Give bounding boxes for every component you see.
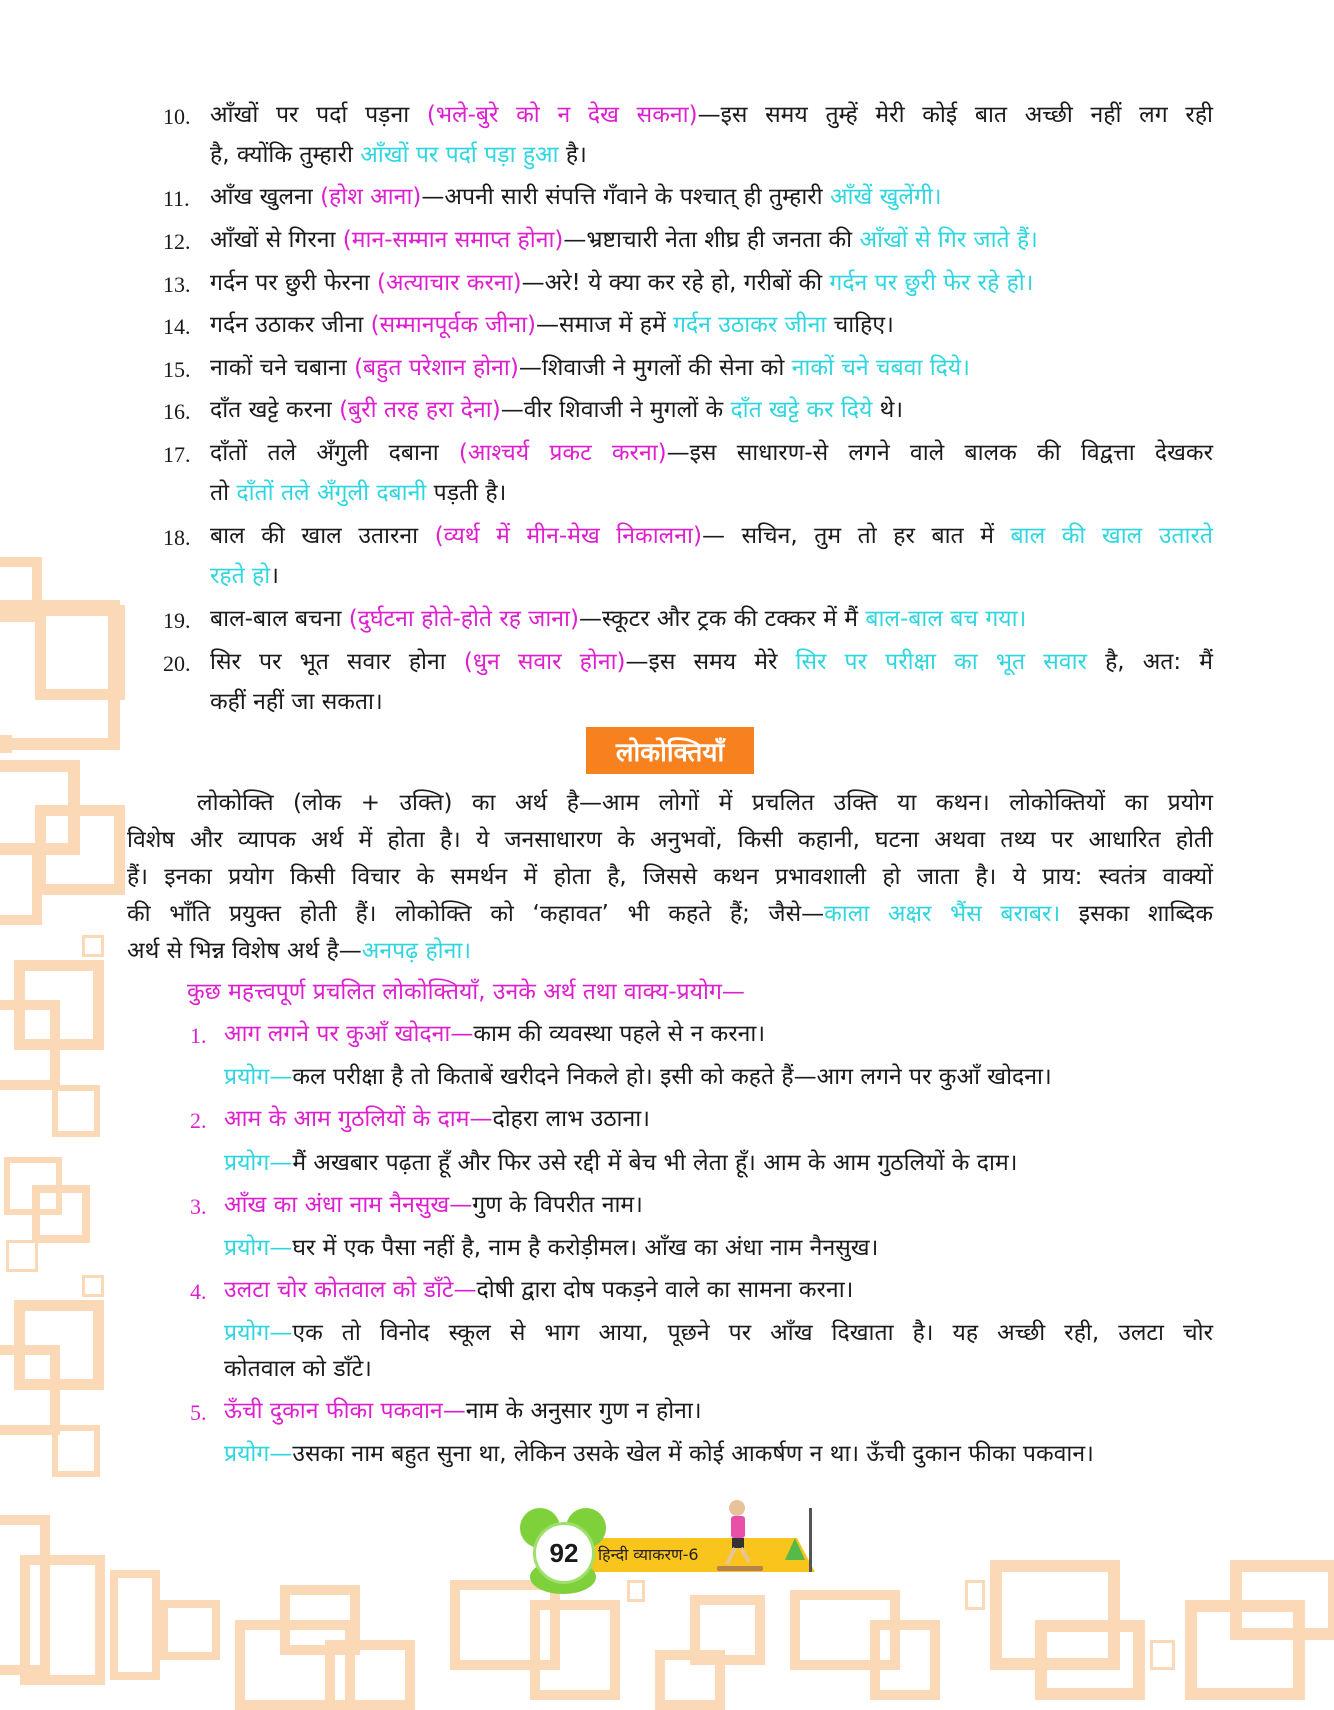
skateboarder-illustration-icon (705, 1498, 815, 1578)
idiom-item-18-line2 (210, 561, 279, 591)
idiom-meaning: (सम्मानपूर्वक जीना) (370, 312, 537, 338)
proverb-number: 3. (190, 1194, 207, 1219)
prayog-sentence: कल परीक्षा है तो किताबें खरीदने निकले हो। इसी को कहते हैं—आग लगने पर कुआँ खोदना। (292, 1064, 1052, 1090)
example-sentence: —अरे! ये क्या कर रहे हो, गरीबों की (521, 270, 830, 296)
idiom-meaning: (बहुत परेशान होना) (354, 355, 519, 381)
idiom-item-17 (210, 438, 1213, 468)
proverb-usage-4-line2: कोतवाल को डाँटे। (224, 1356, 372, 1382)
idiom-item-13 (210, 268, 1033, 298)
idiom: आँख खुलना (210, 184, 313, 210)
proverb-item-3 (224, 1190, 643, 1220)
idiom-usage: बाल की खाल उतारते (1010, 523, 1214, 549)
example-sentence: —इस साधारण-से लगने वाले बालक की विद्वत्ता देखकर (666, 440, 1213, 466)
idiom-meaning: (भले-बुरे को न देख सकना) (426, 102, 698, 128)
idiom: बाल की खाल उतारना (210, 523, 419, 549)
intro-text: की भाँति प्रयुक्त होती हैं। लोकोक्ति को ‘कहावत’ भी कहते हैं; जैसे— (127, 901, 825, 927)
example-sentence: —स्कूटर और ट्रक की टक्कर में मैं (579, 606, 866, 632)
example-sentence: है, अत: मैं (1086, 649, 1214, 675)
proverb-item-1 (224, 1019, 765, 1049)
idiom-usage: आँखों पर पर्दा पड़ा हुआ (360, 142, 559, 168)
idiom-usage: रहते हो (210, 563, 271, 589)
proverb-item-5 (224, 1396, 702, 1426)
example-sentence: । (270, 563, 279, 589)
proverb-usage-2 (224, 1148, 1017, 1178)
idiom-item-12 (210, 225, 1038, 255)
idiom-usage: नाकों चने चबवा दिये। (791, 355, 970, 381)
idiom: गर्दन उठाकर जीना (210, 312, 364, 338)
example-sentence: — सचिन, तुम तो हर बात में (701, 523, 1011, 549)
idiom: बाल-बाल बचना (210, 606, 342, 632)
item-number: 14. (163, 314, 191, 339)
idiom-item-14 (210, 310, 894, 340)
item-number: 15. (163, 357, 191, 382)
intro-line: लोकोक्ति (लोक + उक्ति) का अर्थ है—आम लोगों में प्रचलित उक्ति या कथन। लोकोक्तियों का प्रयोग (197, 790, 1213, 816)
intro-text: अर्थ से भिन्न विशेष अर्थ है— (127, 938, 362, 964)
intro-line: हैं। इनका प्रयोग किसी विचार के समर्थन में होता है, जिससे कथन प्रभावशाली हो जाता है। ये प्राय: स्वतंत्र वाक्यों (127, 864, 1213, 890)
idiom-usage: बाल-बाल बच गया। (865, 606, 1027, 632)
proverb-number: 2. (190, 1108, 207, 1133)
proverb-meaning: नाम के अनुसार गुण न होना। (465, 1398, 702, 1424)
example-sentence: कहीं नहीं जा सकता। (210, 689, 383, 715)
idiom-item-10-line2 (210, 140, 587, 170)
item-number: 17. (163, 442, 191, 467)
page-number: 92 (533, 1522, 595, 1584)
proverb-number: 1. (190, 1023, 207, 1048)
idiom-usage: आँखों से गिर जाते हैं। (859, 227, 1038, 253)
idiom-meaning: (व्यर्थ में मीन-मेख निकालना) (434, 523, 702, 549)
proverbs-subheading: कुछ महत्त्वपूर्ण प्रचलित लोकोक्तियाँ, उनके अर्थ तथा वाक्य-प्रयोग— (187, 979, 745, 1005)
idiom-usage: गर्दन पर छुरी फेर रहे हो। (829, 270, 1034, 296)
prayog-label: प्रयोग— (224, 1235, 293, 1261)
proverb-number: 5. (190, 1400, 207, 1425)
example-sentence: —समाज में हमें (536, 312, 674, 338)
idiom-item-15 (210, 353, 970, 383)
idiom: आँखों पर पर्दा पड़ना (210, 102, 410, 128)
item-number: 10. (163, 104, 191, 129)
idiom: सिर पर भूत सवार होना (210, 649, 446, 675)
proverb: आग लगने पर कुआँ खोदना— (224, 1021, 474, 1047)
idiom: आँखों से गिरना (210, 227, 336, 253)
prayog-label: प्रयोग— (224, 1320, 293, 1346)
idiom: नाकों चने चबाना (210, 355, 347, 381)
proverb-meaning: काम की व्यवस्था पहले से न करना। (473, 1021, 766, 1047)
proverb-usage-3 (224, 1233, 878, 1263)
idiom: गर्दन पर छुरी फेरना (210, 270, 370, 296)
book-title: हिन्दी व्याकरण-6 (598, 1545, 699, 1564)
idiom-item-17-line2 (210, 478, 506, 508)
proverb-meaning: दोषी द्वारा दोष पकड़ने वाले का सामना करना। (476, 1277, 854, 1303)
example-sentence: है। (558, 142, 587, 168)
idiom-meaning: (अत्याचार करना) (377, 270, 522, 296)
prayog-label: प्रयोग— (224, 1441, 293, 1467)
idiom-meaning: (बुरी तरह हरा देना) (339, 397, 501, 423)
prayog-sentence: मैं अखबार पढ़ता हूँ और फिर उसे रद्दी में बेच भी लेता हूँ। आम के आम गुठलियों के दाम। (292, 1150, 1018, 1176)
proverb: उलटा चोर कोतवाल को डाँटे— (224, 1277, 477, 1303)
proverb-number: 4. (190, 1279, 207, 1304)
prayog-sentence: घर में एक पैसा नहीं है, नाम है करोड़ीमल। आँख का अंधा नाम नैनसुख। (292, 1235, 879, 1261)
example-sentence: —इस समय तुम्हें मेरी कोई बात अच्छी नहीं लग रही (697, 102, 1213, 128)
example-sentence: पड़ती है। (426, 480, 507, 506)
example-sentence: —भ्रष्टाचारी नेता शीघ्र ही जनता की (563, 227, 860, 253)
proverb-usage-4 (224, 1318, 1213, 1348)
item-number: 13. (163, 272, 191, 297)
proverb-usage-1 (224, 1062, 1052, 1092)
example-sentence: —वीर शिवाजी ने मुगलों के (500, 397, 731, 423)
proverb-meaning: दोहरा लाभ उठाना। (492, 1106, 650, 1132)
proverb-meaning-example: अनपढ़ होना। (361, 938, 472, 964)
item-number: 12. (163, 229, 191, 254)
example-sentence: —इस समय मेरे (625, 649, 796, 675)
proverb: आँख का अंधा नाम नैनसुख— (224, 1192, 473, 1218)
idiom-item-11 (210, 182, 942, 212)
idiom-usage: सिर पर परीक्षा का भूत सवार (795, 649, 1087, 675)
proverb-meaning: गुण के विपरीत नाम। (472, 1192, 643, 1218)
idiom: दाँतों तले अँगुली दबाना (210, 440, 439, 466)
idiom-item-18 (210, 521, 1213, 551)
intro-line: विशेष और व्यापक अर्थ में होता है। ये जनसाधारण के अनुभवों, किसी कहानी, घटना अथवा तथ्य पर आधारित होती (127, 827, 1213, 853)
idiom-meaning: (मान-सम्मान समाप्त होना) (342, 227, 564, 253)
idiom-item-19 (210, 604, 1026, 634)
proverb: आम के आम गुठलियों के दाम— (224, 1106, 493, 1132)
idiom-meaning: (धुन सवार होना) (463, 649, 626, 675)
example-sentence: चाहिए। (826, 312, 894, 338)
idiom-usage: आँखें खुलेंगी। (829, 184, 942, 210)
proverb-item-2 (224, 1104, 650, 1134)
prayog-label: प्रयोग— (224, 1064, 293, 1090)
item-number: 20. (163, 651, 191, 676)
intro-line (127, 899, 1213, 929)
example-sentence: —अपनी सारी संपत्ति गँवाने के पश्चात् ही तुम्हारी (421, 184, 830, 210)
item-number: 18. (163, 525, 191, 550)
idiom-item-20-line2 (210, 687, 383, 717)
example-sentence: है, क्योंकि तुम्हारी (210, 142, 361, 168)
idiom-meaning: (आश्चर्य प्रकट करना) (458, 440, 667, 466)
example-sentence: थे। (872, 397, 904, 423)
prayog-label: प्रयोग— (224, 1150, 293, 1176)
intro-line (127, 936, 471, 966)
prayog-sentence: एक तो विनोद स्कूल से भाग आया, पूछने पर आँख दिखाता है। यह अच्छी रही, उलटा चोर (292, 1320, 1213, 1346)
proverb-example: काला अक्षर भैंस बराबर। (824, 901, 1061, 927)
example-sentence: तो (210, 480, 237, 506)
idiom-usage: गर्दन उठाकर जीना (673, 312, 827, 338)
idiom-item-20 (210, 647, 1213, 677)
idiom-usage: दाँतों तले अँगुली दबानी (236, 480, 427, 506)
intro-text: इसका शाब्दिक (1060, 901, 1214, 927)
proverb-item-4 (224, 1275, 853, 1305)
item-number: 16. (163, 399, 191, 424)
idiom-item-16 (210, 395, 903, 425)
example-sentence: —शिवाजी ने मुगलों की सेना को (518, 355, 792, 381)
proverb: ऊँची दुकान फीका पकवान— (224, 1398, 466, 1424)
section-heading: लोकोक्तियाँ (586, 727, 754, 774)
item-number: 19. (163, 608, 191, 633)
idiom-meaning: (दुर्घटना होते-होते रह जाना) (348, 606, 579, 632)
item-number: 11. (163, 186, 190, 211)
proverb-usage-5 (224, 1439, 1094, 1469)
idiom-meaning: (होश आना) (320, 184, 422, 210)
idiom-usage: दाँत खट्टे कर दिये (730, 397, 873, 423)
idiom-item-10 (210, 100, 1213, 130)
idiom: दाँत खट्टे करना (210, 397, 332, 423)
prayog-sentence: उसका नाम बहुत सुना था, लेकिन उसके खेल में कोई आकर्षण न था। ऊँची दुकान फीका पकवान। (292, 1441, 1094, 1467)
